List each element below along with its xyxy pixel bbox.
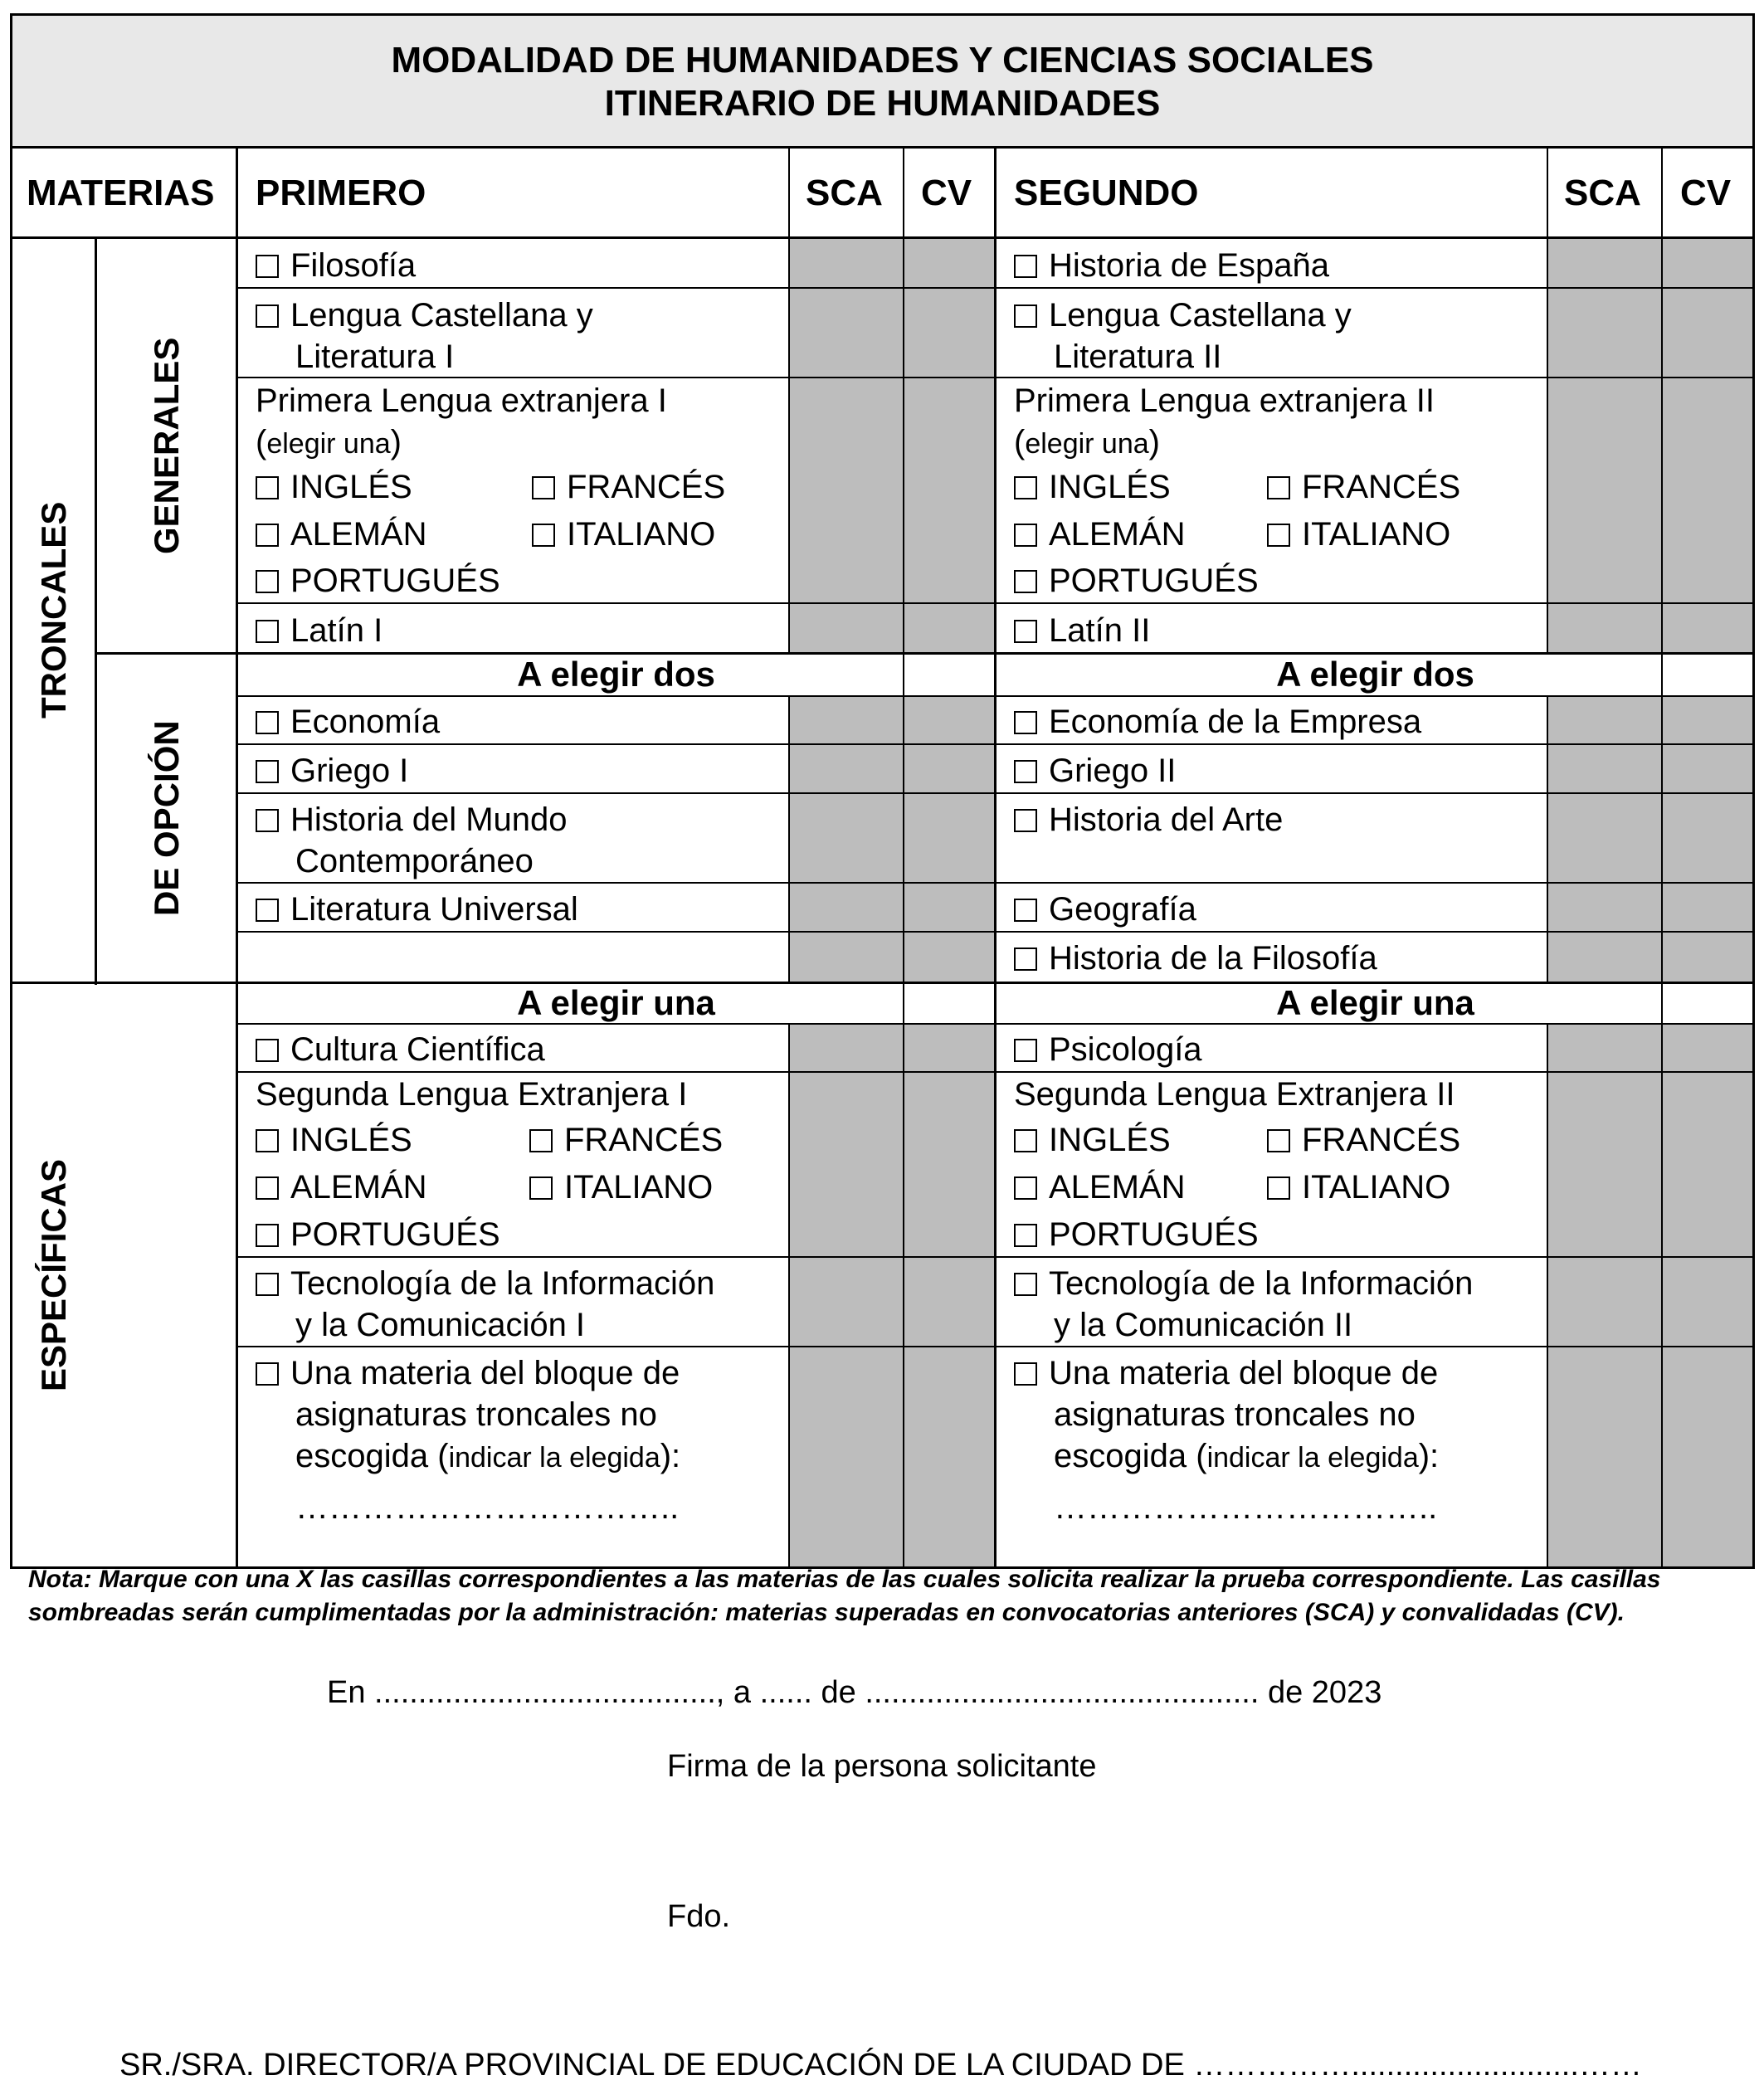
row-line-e2 — [237, 1256, 1755, 1258]
col-line-sca2-c — [1547, 1024, 1548, 1567]
option-italiano[interactable]: ITALIANO — [1267, 514, 1450, 555]
sca1-shade-top — [789, 238, 904, 653]
list-item[interactable]: Griego I — [256, 750, 408, 792]
col-line-subgroup — [95, 238, 97, 985]
header-sca-2: SCA — [1564, 173, 1641, 213]
choose-two-primero: A elegir dos — [517, 655, 715, 694]
place-date-line[interactable]: En ......................................., a ...... de ............................................. de 2023 — [327, 1675, 1382, 1710]
option-italiano[interactable]: ITALIANO — [1267, 1167, 1450, 1208]
addressee-line: SR./SRA. DIRECTOR/A PROVINCIAL DE EDUCACIÓN DE LA CIUDAD DE ……………..........................…… — [119, 2048, 1642, 2083]
list-item[interactable]: Historia de la Filosofía — [1014, 938, 1377, 979]
list-item[interactable]: Historia de España — [1014, 245, 1329, 286]
checkbox[interactable] — [1267, 1129, 1290, 1152]
cv1-shade-mid — [904, 696, 995, 982]
checkbox[interactable] — [532, 524, 555, 547]
option-portugues[interactable]: PORTUGUÉS — [256, 1214, 500, 1255]
checkbox[interactable] — [256, 476, 279, 499]
list-item[interactable]: Economía de la Empresa — [1014, 701, 1421, 743]
table-border-left — [10, 149, 12, 1569]
checkbox[interactable] — [529, 1176, 553, 1200]
checkbox[interactable] — [256, 899, 279, 922]
list-item[interactable]: Latín II — [1014, 610, 1150, 651]
checkbox[interactable] — [1014, 1362, 1037, 1386]
list-item[interactable]: Cultura Científica — [256, 1029, 545, 1070]
choose-one-segundo: A elegir una — [1276, 983, 1474, 1022]
option-frances[interactable]: FRANCÉS — [1267, 466, 1460, 508]
sca2-shade-mid — [1547, 696, 1662, 982]
title-line-1: MODALIDAD DE HUMANIDADES Y CIENCIAS SOCIALES — [391, 40, 1374, 80]
subject-label-cont: y la Comunicación II — [1054, 1307, 1353, 1343]
checkbox[interactable] — [256, 1176, 279, 1200]
col-line-materias — [236, 149, 238, 1569]
checkbox[interactable] — [256, 1273, 279, 1296]
checkbox[interactable] — [256, 304, 279, 328]
header-cv-1: CV — [921, 173, 972, 213]
col-line-sca2-b — [1547, 696, 1548, 982]
col-line-sca1 — [788, 149, 790, 240]
subject-label-cont: Contemporáneo — [295, 843, 534, 879]
subject-label-cont: asignaturas troncales no — [1054, 1396, 1416, 1433]
col-line-cv2 — [1661, 149, 1663, 1567]
option-frances[interactable]: FRANCÉS — [1267, 1119, 1460, 1161]
lang-heading: Segunda Lengua Extranjera I — [256, 1076, 688, 1113]
sca1-shade-mid — [789, 696, 904, 982]
subject-label: Filosofía — [290, 247, 417, 284]
table-border-right — [1752, 149, 1755, 1569]
list-item[interactable]: Geografía — [1014, 889, 1196, 930]
checkbox[interactable] — [256, 1039, 279, 1062]
group-troncales: TRONCALES — [33, 501, 73, 719]
option-italiano[interactable]: ITALIANO — [532, 514, 715, 555]
option-frances[interactable]: FRANCÉS — [532, 466, 725, 508]
row-line-g1 — [237, 287, 1755, 289]
option-portugues[interactable]: PORTUGUÉS — [1014, 560, 1259, 602]
row-line-e1 — [237, 1071, 1755, 1073]
option-ingles[interactable]: INGLÉS — [256, 466, 412, 508]
row-line-o1 — [237, 743, 1755, 745]
list-item[interactable]: Tecnología de la Información — [1014, 1263, 1473, 1304]
list-item[interactable] — [256, 245, 416, 286]
checkbox[interactable] — [256, 524, 279, 547]
group-especificas: ESPECÍFICAS — [33, 1158, 73, 1391]
row-line-g3 — [237, 602, 1755, 604]
list-item[interactable]: Una materia del bloque de — [1014, 1352, 1438, 1394]
form-title — [10, 13, 1755, 149]
option-aleman[interactable]: ALEMÁN — [256, 1167, 427, 1208]
checkbox[interactable] — [256, 711, 279, 734]
list-item[interactable]: Tecnología de la Información — [256, 1263, 714, 1304]
option-aleman[interactable]: ALEMÁN — [1014, 1167, 1186, 1208]
option-aleman[interactable]: ALEMÁN — [1014, 514, 1186, 555]
choose-two-segundo: A elegir dos — [1276, 655, 1474, 694]
checkbox[interactable] — [1014, 304, 1037, 328]
cv2-shade-bottom — [1662, 1024, 1755, 1569]
checkbox[interactable] — [256, 570, 279, 593]
fill-in-dots[interactable]: …………………………….. — [1054, 1489, 1438, 1526]
checkbox[interactable] — [1014, 1129, 1037, 1152]
checkbox[interactable] — [256, 255, 279, 278]
list-item[interactable]: Una materia del bloque de — [256, 1352, 680, 1394]
sca1-shade-bottom — [789, 1024, 904, 1569]
row-line-o2 — [237, 792, 1755, 794]
row-line-e3 — [237, 1346, 1755, 1347]
header-sca-1: SCA — [806, 173, 883, 213]
lang-heading: Primera Lengua extranjera I — [256, 382, 667, 419]
lang-heading: Primera Lengua extranjera II — [1014, 382, 1435, 419]
checkbox[interactable] — [256, 1129, 279, 1152]
checkbox[interactable] — [1014, 1039, 1037, 1062]
checkbox[interactable] — [256, 1362, 279, 1386]
checkbox[interactable] — [1014, 1224, 1037, 1247]
col-line-sca2 — [1547, 149, 1548, 240]
col-line-cv1 — [903, 149, 904, 1567]
col-line-sca1-b — [788, 696, 790, 982]
checkbox[interactable] — [1267, 1176, 1290, 1200]
subject-label-cont: Literatura II — [1054, 339, 1222, 375]
row-line-g2 — [237, 377, 1755, 378]
checkbox[interactable] — [1014, 255, 1037, 278]
checkbox[interactable] — [1267, 524, 1290, 547]
header-bottom-line — [10, 236, 1755, 239]
list-item[interactable]: Literatura Universal — [256, 889, 578, 930]
checkbox[interactable] — [529, 1129, 553, 1152]
checkbox[interactable] — [1014, 476, 1037, 499]
cv1-shade-top — [904, 238, 995, 653]
list-item[interactable]: Latín I — [256, 610, 383, 651]
checkbox[interactable] — [1014, 948, 1037, 971]
col-line-sca2-a — [1547, 238, 1548, 653]
group-de-opcion: DE OPCIÓN — [146, 720, 186, 916]
header-materias: MATERIAS — [27, 173, 215, 213]
lang-hint: (elegir una) — [256, 424, 402, 460]
checkbox[interactable] — [1014, 809, 1037, 832]
signed-by-label: Fdo. — [667, 1899, 731, 1934]
list-item[interactable]: Griego II — [1014, 750, 1176, 792]
sca2-shade-bottom — [1547, 1024, 1662, 1569]
lang-heading: Segunda Lengua Extranjera II — [1014, 1076, 1455, 1113]
subject-label-cont: escogida (indicar la elegida): — [295, 1438, 681, 1474]
checkbox[interactable] — [1014, 570, 1037, 593]
col-line-sca1-a — [788, 238, 790, 653]
signature-caption: Firma de la persona solicitante — [667, 1749, 1097, 1784]
checkbox[interactable] — [256, 1224, 279, 1247]
option-aleman[interactable]: ALEMÁN — [256, 514, 427, 555]
list-item[interactable]: Historia del Mundo — [256, 799, 568, 840]
checkbox[interactable] — [1014, 711, 1037, 734]
checkbox[interactable] — [256, 620, 279, 643]
option-frances[interactable]: FRANCÉS — [529, 1119, 723, 1161]
subject-label-cont: escogida (indicar la elegida): — [1054, 1438, 1440, 1474]
fill-in-dots[interactable]: …………………………….. — [295, 1489, 680, 1526]
subject-label-cont: asignaturas troncales no — [295, 1396, 657, 1433]
row-line-o4 — [237, 931, 1755, 933]
option-ingles[interactable]: INGLÉS — [256, 1119, 412, 1161]
checkbox[interactable] — [1267, 476, 1290, 499]
option-italiano[interactable]: ITALIANO — [529, 1167, 713, 1208]
cv2-shade-mid — [1662, 696, 1755, 982]
cv2-shade-top — [1662, 238, 1755, 653]
checkbox[interactable] — [256, 809, 279, 832]
option-ingles[interactable]: INGLÉS — [1014, 1119, 1171, 1161]
checkbox[interactable] — [1014, 899, 1037, 922]
checkbox[interactable] — [1014, 524, 1037, 547]
lang-hint: (elegir una) — [1014, 424, 1160, 460]
list-item[interactable]: Economía — [256, 701, 440, 743]
list-item[interactable] — [256, 295, 593, 336]
checkbox[interactable] — [1014, 1273, 1037, 1296]
subject-label: Lengua Castellana y — [290, 297, 593, 334]
row-line-o3 — [237, 882, 1755, 884]
choose-one-primero: A elegir una — [517, 983, 715, 1022]
subject-label-cont: Literatura I — [295, 339, 455, 375]
option-portugues[interactable]: PORTUGUÉS — [256, 560, 500, 602]
form-note: Nota: Marque con una X las casillas correspondientes a las materias de las cuales solicita realizar la prueba correspondiente. Las casillas sombreadas serán cumplimentadas por la administración: materias superadas en convocatorias anteriores (SCA) y convalidadas (CV). — [28, 1566, 1661, 1626]
option-portugues[interactable]: PORTUGUÉS — [1014, 1214, 1259, 1255]
group-generales: GENERALES — [146, 337, 186, 554]
list-item[interactable]: Historia del Arte — [1014, 799, 1283, 840]
sca2-shade-top — [1547, 238, 1662, 653]
title-line-2: ITINERARIO DE HUMANIDADES — [604, 83, 1161, 124]
option-ingles[interactable]: INGLÉS — [1014, 466, 1171, 508]
subject-label-cont: y la Comunicación I — [295, 1307, 586, 1343]
checkbox[interactable] — [1014, 620, 1037, 643]
col-line-sca1-c — [788, 1024, 790, 1567]
row-line-o0 — [237, 695, 1755, 697]
checkbox[interactable] — [256, 760, 279, 783]
cv1-shade-bottom — [904, 1024, 995, 1569]
checkbox[interactable] — [532, 476, 555, 499]
list-item[interactable]: Lengua Castellana y — [1014, 295, 1352, 336]
col-line-segundo — [994, 149, 997, 1567]
checkbox[interactable] — [1014, 760, 1037, 783]
checkbox[interactable] — [1014, 1176, 1037, 1200]
header-cv-2: CV — [1680, 173, 1732, 213]
header-segundo: SEGUNDO — [1014, 173, 1199, 213]
header-primero: PRIMERO — [256, 173, 426, 213]
list-item[interactable]: Psicología — [1014, 1029, 1202, 1070]
